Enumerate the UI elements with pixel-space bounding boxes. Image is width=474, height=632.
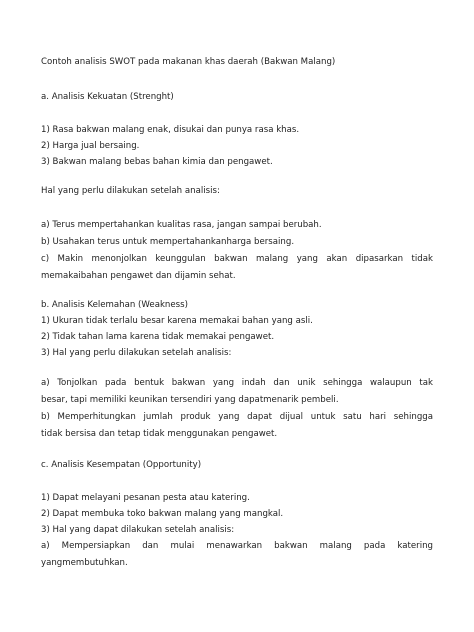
weakness-item-3: 3) Hal yang perlu dilakukan setelah analisis:: [41, 348, 232, 358]
opportunity-item-3: 3) Hal yang dapat dilakukan setelah analisis:: [41, 525, 235, 535]
opportunity-heading: c. Analisis Kesempatan (Opportunity): [41, 460, 202, 470]
strength-item-2: 2) Harga jual bersaing.: [41, 141, 140, 151]
weakness-action-b: b) Memperhitungkan jumlah produk yang dapat dijual untuk satu hari sehingga: [41, 412, 433, 422]
strength-action-a: a) Terus mempertahankan kualitas rasa, jangan sampai berubah.: [41, 220, 322, 230]
opportunity-item-2: 2) Dapat membuka toko bakwan malang yang mangkal.: [41, 509, 284, 519]
weakness-item-1: 1) Ukuran tidak terlalu besar karena memakai bahan yang asli.: [41, 316, 313, 326]
strength-action-heading: Hal yang perlu dilakukan setelah analisis:: [41, 186, 220, 196]
strength-item-1: 1) Rasa bakwan malang enak, disukai dan punya rasa khas.: [41, 125, 300, 135]
weakness-item-2: 2) Tidak tahan lama karena tidak memakai pengawet.: [41, 332, 275, 342]
document-title: Contoh analisis SWOT pada makanan khas daerah (Bakwan Malang): [41, 57, 336, 67]
strength-heading: a. Analisis Kekuatan (Strenght): [41, 92, 174, 102]
strength-action-c: c) Makin menonjolkan keunggulan bakwan malang yang akan dipasarkan tidak: [41, 254, 433, 264]
opportunity-action-a-cont: yangmembutuhkan.: [41, 558, 128, 568]
strength-action-c-cont: memakaibahan pengawet dan dijamin sehat.: [41, 271, 236, 281]
opportunity-item-1: 1) Dapat melayani pesanan pesta atau katering.: [41, 493, 250, 503]
strength-item-3: 3) Bakwan malang bebas bahan kimia dan pengawet.: [41, 157, 273, 167]
opportunity-action-a: a) Mempersiapkan dan mulai menawarkan bakwan malang pada katering: [41, 541, 433, 551]
weakness-action-a: a) Tonjolkan pada bentuk bakwan yang indah dan unik sehingga walaupun tak: [41, 378, 433, 388]
strength-action-b: b) Usahakan terus untuk mempertahankanharga bersaing.: [41, 237, 295, 247]
weakness-heading: b. Analisis Kelemahan (Weakness): [41, 300, 188, 310]
weakness-action-b-cont: tidak bersisa dan tetap tidak menggunakan pengawet.: [41, 429, 278, 439]
weakness-action-a-cont: besar, tapi memiliki keunikan tersendiri yang dapatmenarik pembeli.: [41, 395, 339, 405]
